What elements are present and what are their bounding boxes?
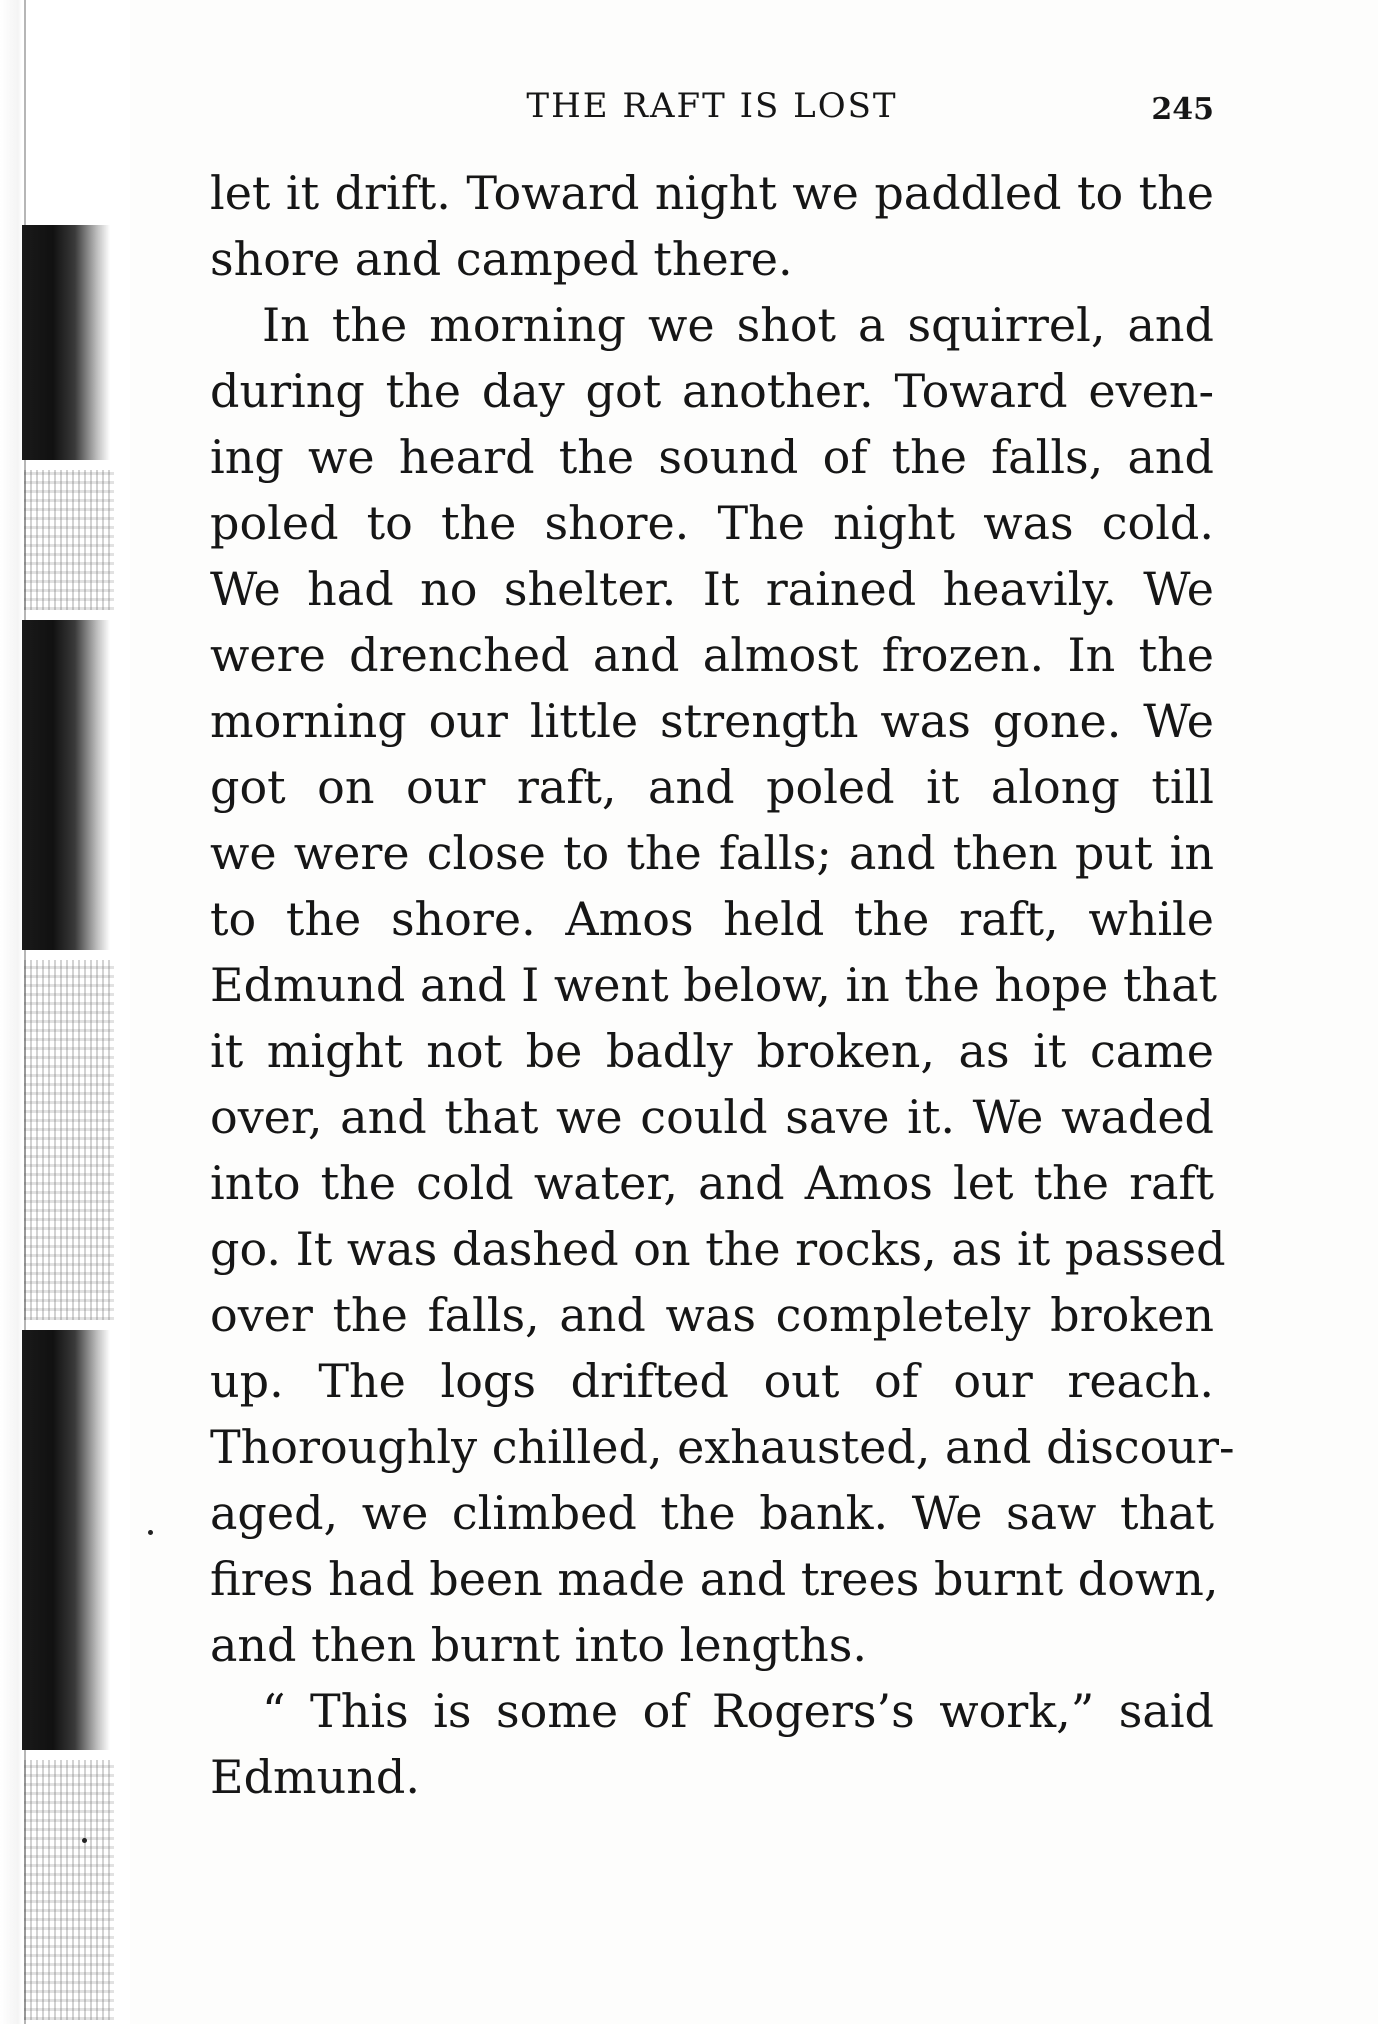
text-line: let it drift. Toward night we paddled to the bbox=[210, 166, 1214, 220]
text-line: it might not be badly broken, as it came bbox=[210, 1024, 1214, 1078]
text-line: shore and camped there. bbox=[210, 232, 793, 286]
page-header bbox=[210, 82, 1214, 130]
text-line: Edmund and I went below, in the hope that bbox=[210, 958, 1217, 1012]
text-line: poled to the shore. The night was cold. bbox=[210, 496, 1214, 550]
text-line: up. The logs drifted out of our reach. bbox=[210, 1354, 1214, 1408]
ink-speck bbox=[148, 1530, 153, 1535]
text-line: during the day got another. Toward even- bbox=[210, 364, 1214, 418]
text-line: to the shore. Amos held the raft, while bbox=[210, 892, 1214, 946]
text-line: go. It was dashed on the rocks, as it passed bbox=[210, 1222, 1226, 1276]
scan-speckle bbox=[24, 470, 114, 610]
binding-shadow bbox=[22, 225, 110, 460]
text-line: ing we heard the sound of the falls, and bbox=[210, 430, 1214, 484]
ink-speck bbox=[82, 1838, 87, 1843]
text-line: got on our raft, and poled it along till bbox=[210, 760, 1214, 814]
text-line: were drenched and almost frozen. In the bbox=[210, 628, 1214, 682]
text-line: Thoroughly chilled, exhausted, and discour- bbox=[210, 1420, 1235, 1474]
text-line: morning our little strength was gone. We bbox=[210, 694, 1214, 748]
binding-shadow bbox=[22, 620, 110, 950]
text-line: Edmund. bbox=[210, 1750, 420, 1804]
text-line: We had no shelter. It rained heavily. We bbox=[210, 562, 1214, 616]
text-line: we were close to the falls; and then put in bbox=[210, 826, 1214, 880]
text-line: into the cold water, and Amos let the raft bbox=[210, 1156, 1214, 1210]
text-line: aged, we climbed the bank. We saw that bbox=[210, 1486, 1214, 1540]
text-line: In the morning we shot a squirrel, and bbox=[262, 298, 1214, 352]
text-line: over, and that we could save it. We waded bbox=[210, 1090, 1214, 1144]
text-line: over the falls, and was completely broken bbox=[210, 1288, 1214, 1342]
page-number: 245 bbox=[1151, 92, 1214, 127]
text-line: fires had been made and trees burnt down, bbox=[210, 1552, 1219, 1606]
text-line: and then burnt into lengths. bbox=[210, 1618, 867, 1672]
text-line: “ This is some of Rogers’s work,” said bbox=[262, 1684, 1214, 1738]
binding-shadow bbox=[22, 1330, 110, 1750]
scan-speckle bbox=[24, 1760, 114, 2020]
scan-speckle bbox=[24, 960, 114, 1320]
running-title: THE RAFT IS LOST bbox=[526, 86, 898, 126]
body-text bbox=[210, 160, 1235, 1810]
